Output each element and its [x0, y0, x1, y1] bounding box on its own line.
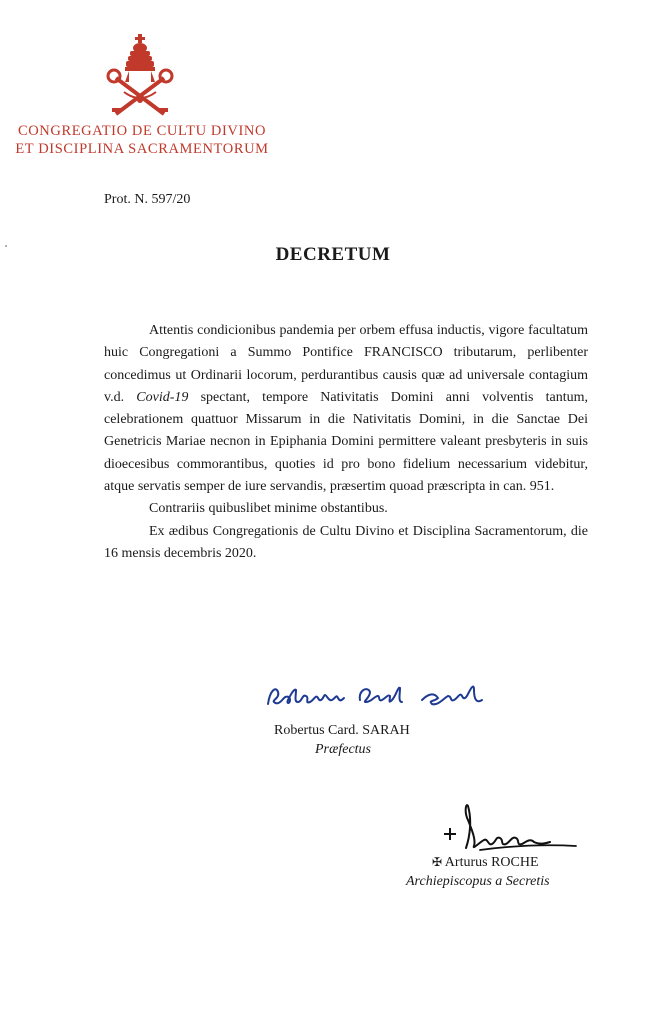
signature-roche: [440, 800, 580, 860]
signatory-1-name: Robertus Card. SARAH: [274, 723, 410, 738]
papal-emblem-icon: [104, 34, 176, 118]
signatory-2-name: [432, 855, 539, 871]
paragraph-2: Contrariis quibuslibet minime obstantibus.: [149, 501, 388, 517]
organization-name: [12, 122, 272, 158]
paragraph-1-part-1: Attentis condicionibus pandemia per orbem effusa inductis, vigore facultatum huic Congregationi a Summo Pontifice FRANCISCO tributarum, perlibenter concedimus ut Ordinarii locorum, perdurantibus causis quæ ad universale contagium v.d.: [104, 323, 588, 405]
paragraph-1: [104, 320, 588, 498]
organization-line-1: CONGREGATIO DE CULTU DIVINO: [17, 123, 267, 139]
covid-term: Covid-19: [136, 389, 189, 405]
protocol-number: Prot. N. 597/20: [104, 192, 191, 207]
signatory-2-title: Archiepiscopus a Secretis: [406, 874, 550, 889]
decree-body: [104, 320, 588, 565]
episcopal-cross-icon: ✠: [432, 855, 443, 869]
signature-sarah: [262, 678, 492, 718]
paragraph-1-part-2: spectant, tempore Nativitatis Domini anni volventis tantum, celebrationem quattuor Missarum in die Nativitatis Domini, in die Sanctae Dei Genetricis Mariae necnon in Epiphania Domini permittere valeant presbyteris in suis dioecesibus commorantibus, quoties id pro bono fidelium necessarium videbitur, atque servatis semper de iure servandis, præsertim quoad præscripta in can. 951.: [104, 389, 588, 495]
scan-mark: [4, 244, 8, 248]
paragraph-3: Ex ædibus Congregationis de Cultu Divino et Disciplina Sacramentorum, die 16 mensis decembris 2020.: [104, 523, 588, 561]
organization-line-2: ET DISCIPLINA SACRAMENTORUM: [15, 141, 269, 157]
signatory-2-name-text: Arturus ROCHE: [444, 855, 539, 870]
signatory-1-title: Præfectus: [315, 742, 371, 757]
document-title: DECRETUM: [275, 244, 391, 265]
